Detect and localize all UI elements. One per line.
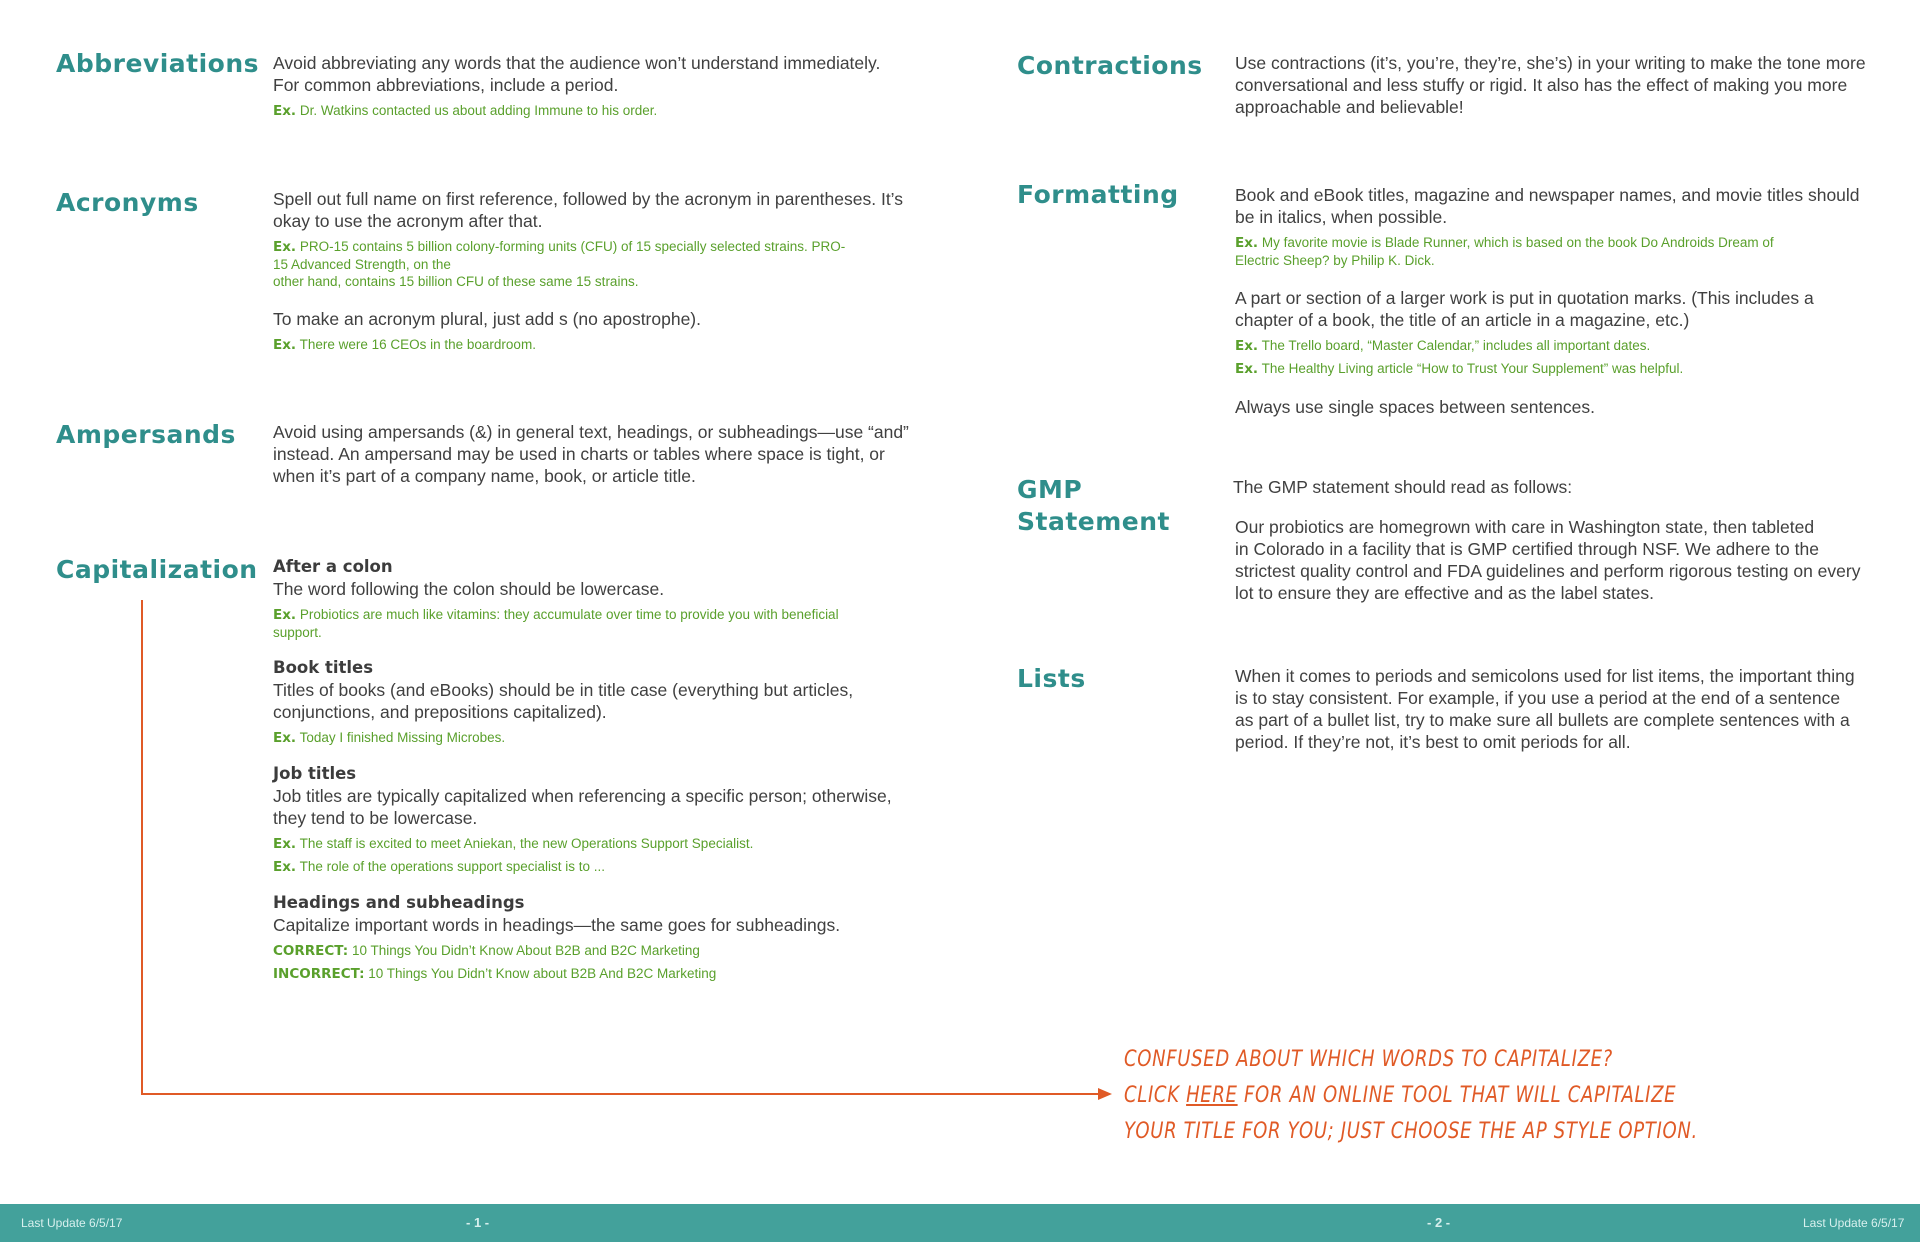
ampersands-text: when it’s part of a company name, book, or article title. <box>273 466 696 486</box>
lists-text: When it comes to periods and semicolons used for list items, the important thing <box>1235 666 1855 686</box>
ampersands-text: instead. An ampersand may be used in charts or tables where space is tight, or <box>273 444 885 464</box>
lists-text: period. If they’re not, it’s best to omit periods for all. <box>1235 732 1631 752</box>
capitalization-text: The word following the colon should be lowercase. <box>273 579 665 599</box>
acronyms-text: Spell out full name on first reference, followed by the acronym in parentheses. It’s <box>273 189 904 209</box>
lists-text: as part of a bullet list, try to make sure all bullets are complete sentences with a <box>1235 710 1850 730</box>
example: Ex. My favorite movie is Blade Runner, which is based on the book Do Androids Dream of Electric Sheep? by Philip K. Dick. <box>1235 235 1774 268</box>
acronyms-text: okay to use the acronym after that. <box>273 211 543 231</box>
page-number-2: - 2 - <box>1427 1215 1451 1230</box>
example: Ex. Today I finished Missing Microbes. <box>273 730 506 746</box>
example: Ex. There were 16 CEOs in the boardroom. <box>273 337 536 353</box>
subheading-job-titles: Job titles <box>273 764 357 783</box>
example-label: Ex. <box>273 337 297 353</box>
formatting-text: be in italics, when possible. <box>1235 207 1448 227</box>
example-label: Ex. <box>273 836 297 852</box>
gmp-heading: GMP Statement <box>1017 475 1170 536</box>
example: Ex. The staff is excited to meet Aniekan, the new Operations Support Specialist. <box>273 836 754 852</box>
lists-text: is to stay consistent. For example, if you use a period at the end of a sentence <box>1235 688 1841 708</box>
acronyms-text: To make an acronym plural, just add s (no apostrophe). <box>273 309 701 329</box>
gmp-statement: Our probiotics are homegrown with care in Washington state, then tableted in Colorado in a facility that is GMP certified through NSF. We adhere to the strictest quality control and FDA guidelines and perform rigorous testing on every lot to ensure they are effective and as the label states. <box>1235 517 1861 603</box>
capitalization-text: Job titles are typically capitalized when referencing a specific person; otherwise, <box>273 786 892 806</box>
example-label: Ex. <box>1235 338 1259 354</box>
subheading-headings: Headings and subheadings <box>273 893 525 912</box>
capitalization-text: they tend to be lowercase. <box>273 808 478 828</box>
abbreviations-heading: Abbreviations <box>56 49 260 78</box>
contractions-heading: Contractions <box>1017 51 1203 80</box>
last-update-left: Last Update 6/5/17 <box>21 1216 123 1230</box>
formatting-text: Book and eBook titles, magazine and newspaper names, and movie titles should <box>1235 185 1860 205</box>
correct-example: CORRECT: 10 Things You Didn’t Know About B2B and B2C Marketing <box>273 943 700 959</box>
example-label: Ex. <box>273 859 297 875</box>
lists-heading: Lists <box>1017 664 1086 693</box>
incorrect-example: INCORRECT: 10 Things You Didn’t Know about B2B And B2C Marketing <box>273 966 717 982</box>
example-label: Ex. <box>273 730 297 746</box>
arrowhead-icon <box>1098 1088 1112 1100</box>
ampersands-heading: Ampersands <box>56 420 236 449</box>
capitalize-callout: CONFUSED ABOUT WHICH WORDS TO CAPITALIZE? CLICK HERE FOR AN ONLINE TOOL THAT WILL CAPITALIZE YOUR TITLE FOR YOU; JUST CHOOSE THE AP STYLE OPTION. <box>1124 1047 1698 1144</box>
example: Ex. The Healthy Living article “How to Trust Your Supplement” was helpful. <box>1235 361 1684 377</box>
example: Ex. Dr. Watkins contacted us about adding Immune to his order. <box>273 103 658 119</box>
footer-bar <box>0 1204 1920 1242</box>
formatting-heading: Formatting <box>1017 180 1179 209</box>
acronyms-heading: Acronyms <box>56 188 199 217</box>
formatting-text: A part or section of a larger work is put in quotation marks. (This includes a <box>1235 288 1814 308</box>
contractions-text: approachable and believable! <box>1235 97 1464 117</box>
abbreviations-text: Avoid abbreviating any words that the audience won’t understand immediately. <box>273 53 881 73</box>
capitalization-text: Capitalize important words in headings—the same goes for subheadings. <box>273 915 841 935</box>
ampersands-text: Avoid using ampersands (&) in general text, headings, or subheadings—use “and” <box>273 422 909 442</box>
incorrect-label: INCORRECT: <box>273 966 365 982</box>
capitalization-heading: Capitalization <box>56 555 258 584</box>
example-label: Ex. <box>273 103 297 119</box>
example-label: Ex. <box>1235 361 1259 377</box>
example-label: Ex. <box>273 239 297 255</box>
capitalization-text: Titles of books (and eBooks) should be in title case (everything but articles, <box>273 680 854 700</box>
contractions-text: conversational and less stuffy or rigid. It also has the effect of making you more <box>1235 75 1848 95</box>
example-label: Ex. <box>1235 235 1259 251</box>
example: Ex. PRO-15 contains 5 billion colony-forming units (CFU) of 15 specially selected strains. PRO- 15 Advanced Strength, on the other hand, contains 15 billion CFU of these same 15 strains. <box>273 239 846 289</box>
formatting-text: chapter of a book, the title of an article in a magazine, etc.) <box>1235 310 1690 330</box>
gmp-text: The GMP statement should read as follows: <box>1233 477 1573 497</box>
example: Ex. The Trello board, “Master Calendar,” includes all important dates. <box>1235 338 1651 354</box>
abbreviations-text: For common abbreviations, include a period. <box>273 75 619 95</box>
subheading-after-colon: After a colon <box>273 557 393 576</box>
last-update-right: Last Update 6/5/17 <box>1803 1216 1905 1230</box>
page-number-1: - 1 - <box>466 1215 490 1230</box>
example: Ex. The role of the operations support specialist is to ... <box>273 859 605 875</box>
example-label: Ex. <box>273 607 297 623</box>
correct-label: CORRECT: <box>273 943 349 959</box>
subheading-book-titles: Book titles <box>273 658 374 677</box>
example: Ex. Probiotics are much like vitamins: they accumulate over time to provide you with beneficial support. <box>273 607 839 640</box>
here-link[interactable]: HERE <box>1186 1083 1238 1108</box>
capitalization-text: conjunctions, and prepositions capitalized). <box>273 702 607 722</box>
formatting-text: Always use single spaces between sentences. <box>1235 397 1595 417</box>
contractions-text: Use contractions (it’s, you’re, they’re, she’s) in your writing to make the tone more <box>1235 53 1866 73</box>
